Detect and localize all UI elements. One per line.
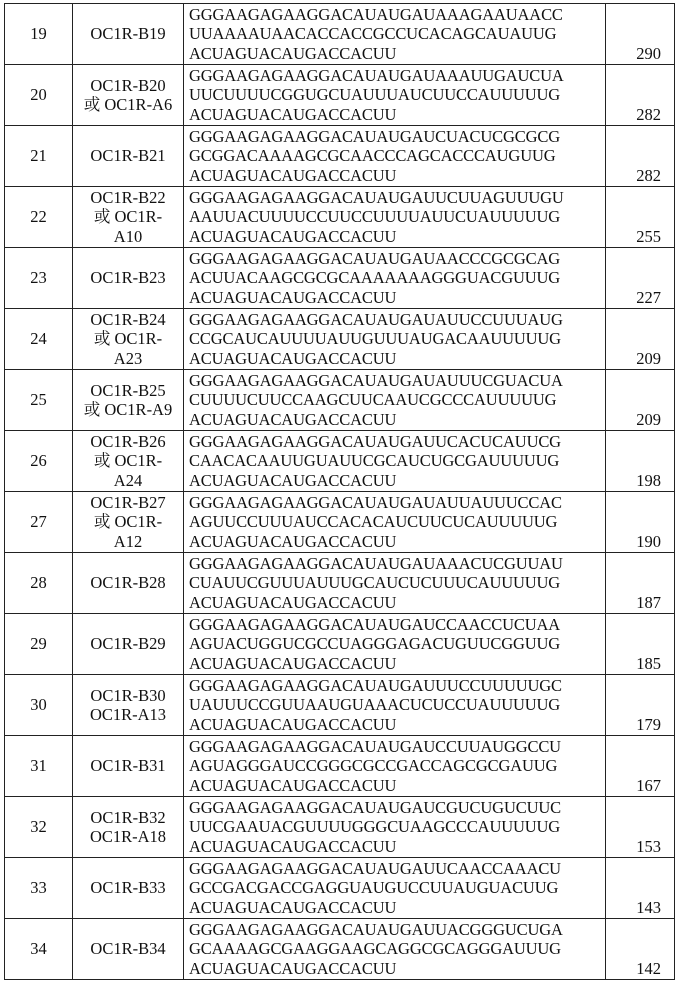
aptamer-name-line: OC1R-B19 <box>90 24 166 44</box>
aptamer-name-line: 或 OC1R- <box>93 207 163 227</box>
sequence-value <box>606 370 675 431</box>
rna-sequence <box>184 614 606 675</box>
rna-sequence <box>184 431 606 492</box>
sequence-line: GGGAAGAGAAGGACAUAUGAUAUUAUUUCCAC <box>189 492 562 512</box>
sequence-value-text: 190 <box>636 531 661 551</box>
sequence-line: AGUUCCUUUAUCCACACAUCUUCUCAUUUUUG <box>189 512 558 532</box>
rna-sequence <box>184 126 606 187</box>
sequence-line: GGGAAGAGAAGGACAUAUGAUCCAACCUCUAA <box>189 614 561 634</box>
sequence-value-text: 209 <box>636 409 661 429</box>
sequence-line: ACUAGUACAUGACCACUU <box>189 348 397 368</box>
sequence-line: GGGAAGAGAAGGACAUAUGAUCCUUAUGGCCU <box>189 736 561 756</box>
sequence-line: GGGAAGAGAAGGACAUAUGAUCUACUCGCGCG <box>189 126 561 146</box>
sequence-line: ACUAGUACAUGACCACUU <box>189 836 397 856</box>
sequence-value <box>606 736 675 797</box>
sequence-value-text: 282 <box>636 165 661 185</box>
row-number-text: 20 <box>30 85 47 105</box>
row-number-text: 26 <box>30 451 47 471</box>
sequence-value-text: 143 <box>636 897 661 917</box>
rna-sequence <box>184 248 606 309</box>
row-number <box>5 187 73 248</box>
row-number-text: 31 <box>30 756 47 776</box>
aptamer-name <box>73 553 184 614</box>
table-row <box>5 431 675 492</box>
aptamer-name <box>73 126 184 187</box>
sequence-line: CAACACAAUUGUAUUCGCAUCUGCGAUUUUUG <box>189 451 560 471</box>
sequence-line: GCAAAAGCGAAGGAAGCAGGCGCAGGGAUUUG <box>189 939 561 959</box>
sequence-line: ACUAGUACAUGACCACUU <box>189 531 397 551</box>
sequence-line: GGGAAGAGAAGGACAUAUGAUUCACUCAUUCG <box>189 431 561 451</box>
sequence-value <box>606 65 675 126</box>
sequence-line: ACUAGUACAUGACCACUU <box>189 226 397 246</box>
sequence-value <box>606 858 675 919</box>
sequence-line: ACUAGUACAUGACCACUU <box>189 958 397 978</box>
aptamer-name <box>73 431 184 492</box>
table-row <box>5 187 675 248</box>
row-number <box>5 431 73 492</box>
table-row <box>5 65 675 126</box>
aptamer-name-line: 或 OC1R- <box>93 329 163 349</box>
sequence-value-text: 290 <box>636 43 661 63</box>
rna-sequence <box>184 797 606 858</box>
sequence-line: ACUAGUACAUGACCACUU <box>189 43 397 63</box>
sequence-value <box>606 614 675 675</box>
aptamer-name-line: 或 OC1R- <box>93 512 163 532</box>
row-number <box>5 797 73 858</box>
sequence-line: GGGAAGAGAAGGACAUAUGAUUCAACCAAACU <box>189 858 561 878</box>
sequence-line: GGGAAGAGAAGGACAUAUGAUUCUUAGUUUGU <box>189 187 564 207</box>
table-row <box>5 126 675 187</box>
sequence-value-text: 255 <box>636 226 661 246</box>
sequence-value <box>606 187 675 248</box>
aptamer-name <box>73 797 184 858</box>
sequence-value <box>606 309 675 370</box>
sequence-value <box>606 492 675 553</box>
row-number <box>5 736 73 797</box>
table-row <box>5 248 675 309</box>
table-row <box>5 370 675 431</box>
aptamer-name <box>73 4 184 65</box>
sequence-line: ACUAGUACAUGACCACUU <box>189 287 397 307</box>
aptamer-name-line: A23 <box>113 348 143 368</box>
sequence-line: GGGAAGAGAAGGACAUAUGAUUACGGGUCUGA <box>189 919 563 939</box>
sequence-line: AGUAGGGAUCCGGGCGCCGACCAGCGCGAUUG <box>189 756 558 776</box>
aptamer-name-line: OC1R-A18 <box>89 827 167 846</box>
row-number-text: 32 <box>30 817 47 837</box>
sequence-line: ACUAGUACAUGACCACUU <box>189 775 397 795</box>
rna-sequence <box>184 553 606 614</box>
aptamer-name <box>73 675 184 736</box>
sequence-value-text: 187 <box>636 592 661 612</box>
aptamer-name-line: OC1R-B23 <box>90 268 166 288</box>
sequence-line: GCGGACAAAAGCGCAACCCAGCACCCAUGUUG <box>189 146 556 166</box>
sequence-line: ACUAGUACAUGACCACUU <box>189 409 397 429</box>
aptamer-name-line: 或 OC1R-A9 <box>83 400 173 419</box>
sequence-value <box>606 797 675 858</box>
sequence-line: UAUUUCCGUUAAUGUAAACUCUCCUAUUUUUG <box>189 695 561 715</box>
sequence-value-text: 185 <box>636 653 661 673</box>
aptamer-name-line: OC1R-B25 <box>90 380 166 400</box>
table-row <box>5 797 675 858</box>
sequence-line: CUAUUCGUUUAUUUGCAUCUCUUUCAUUUUUG <box>189 573 561 593</box>
row-number-text: 25 <box>30 390 47 410</box>
sequence-line: ACUAGUACAUGACCACUU <box>189 104 397 124</box>
row-number-text: 30 <box>30 695 47 715</box>
rna-sequence <box>184 370 606 431</box>
row-number <box>5 492 73 553</box>
sequence-line: GCCGACGACCGAGGUAUGUCCUUAUGUACUUG <box>189 878 559 898</box>
sequence-line: ACUAGUACAUGACCACUU <box>189 470 397 490</box>
aptamer-name-line: OC1R-B33 <box>90 878 166 898</box>
sequence-line: ACUAGUACAUGACCACUU <box>189 592 397 612</box>
aptamer-name-line: A10 <box>113 226 143 246</box>
sequence-value-text: 227 <box>636 287 661 307</box>
aptamer-name <box>73 919 184 980</box>
row-number <box>5 553 73 614</box>
table-row <box>5 736 675 797</box>
sequence-line: UUCGAAUACGUUUUGGGCUAAGCCCAUUUUUG <box>189 817 561 837</box>
aptamer-name-line: OC1R-B22 <box>90 187 166 207</box>
aptamer-name <box>73 309 184 370</box>
aptamer-name-line: A12 <box>113 531 143 551</box>
rna-sequence <box>184 187 606 248</box>
aptamer-name-line: OC1R-B28 <box>90 573 166 593</box>
rna-sequence <box>184 65 606 126</box>
aptamer-name-line: OC1R-B20 <box>90 75 166 95</box>
sequence-value <box>606 675 675 736</box>
table-row <box>5 614 675 675</box>
row-number-text: 33 <box>30 878 47 898</box>
table-row <box>5 309 675 370</box>
row-number-text: 29 <box>30 634 47 654</box>
sequence-line: GGGAAGAGAAGGACAUAUGAUAACCCGCGCAG <box>189 248 561 268</box>
row-number-text: 21 <box>30 146 47 166</box>
aptamer-name-line: OC1R-B21 <box>90 146 166 166</box>
sequence-value <box>606 248 675 309</box>
row-number <box>5 919 73 980</box>
row-number <box>5 248 73 309</box>
sequence-line: GGGAAGAGAAGGACAUAUGAUAUUUCGUACUA <box>189 370 563 390</box>
rna-sequence <box>184 919 606 980</box>
sequence-line: GGGAAGAGAAGGACAUAUGAUAAAGAAUAACC <box>189 4 563 24</box>
rna-sequence <box>184 736 606 797</box>
sequence-line: CCGCAUCAUUUUAUUGUUUAUGACAAUUUUUG <box>189 329 561 349</box>
row-number-text: 34 <box>30 939 47 959</box>
aptamer-name <box>73 65 184 126</box>
aptamer-name <box>73 858 184 919</box>
sequence-line: GGGAAGAGAAGGACAUAUGAUAUUCCUUUAUG <box>189 309 563 329</box>
sequence-line: UUCUUUUCGGUGCUAUUUAUCUUCCAUUUUUG <box>189 85 561 105</box>
aptamer-name-line: OC1R-B29 <box>90 634 166 654</box>
sequence-value-text: 153 <box>636 836 661 856</box>
row-number <box>5 858 73 919</box>
sequence-value <box>606 4 675 65</box>
table-row <box>5 4 675 65</box>
aptamer-name-line: OC1R-B34 <box>90 939 166 959</box>
sequence-value-text: 198 <box>636 470 661 490</box>
sequence-value-text: 209 <box>636 348 661 368</box>
row-number <box>5 309 73 370</box>
sequence-value-text: 179 <box>636 714 661 734</box>
aptamer-name <box>73 614 184 675</box>
sequence-value <box>606 126 675 187</box>
sequence-line: ACUAGUACAUGACCACUU <box>189 714 397 734</box>
table-row <box>5 492 675 553</box>
sequence-line: UUAAAAUAACACCACCGCCUCACAGCAUAUUG <box>189 24 557 44</box>
row-number <box>5 614 73 675</box>
row-number-text: 28 <box>30 573 47 593</box>
aptamer-name-line: OC1R-B24 <box>90 309 166 329</box>
sequence-value <box>606 553 675 614</box>
sequence-table-body <box>5 4 675 980</box>
aptamer-name-line: 或 OC1R- <box>93 451 163 471</box>
aptamer-name-line: OC1R-A13 <box>89 705 167 724</box>
rna-sequence <box>184 858 606 919</box>
sequence-line: AGUACUGGUCGCCUAGGGAGACUGUUCGGUUG <box>189 634 561 654</box>
sequence-line: ACUAGUACAUGACCACUU <box>189 897 397 917</box>
rna-sequence <box>184 309 606 370</box>
aptamer-name-line: 或 OC1R-A6 <box>83 95 173 114</box>
aptamer-name-line: OC1R-B27 <box>90 492 166 512</box>
rna-sequence <box>184 4 606 65</box>
row-number-text: 22 <box>30 207 47 227</box>
row-number-text: 27 <box>30 512 47 532</box>
aptamer-name <box>73 370 184 431</box>
sequence-line: GGGAAGAGAAGGACAUAUGAUAAACUCGUUAU <box>189 553 563 573</box>
sequence-value-text: 282 <box>636 104 661 124</box>
row-number <box>5 370 73 431</box>
sequence-line: GGGAAGAGAAGGACAUAUGAUCGUCUGUCUUC <box>189 797 561 817</box>
sequence-value <box>606 919 675 980</box>
sequence-value <box>606 431 675 492</box>
aptamer-name <box>73 248 184 309</box>
row-number <box>5 4 73 65</box>
row-number-text: 24 <box>30 329 47 349</box>
sequence-line: GGGAAGAGAAGGACAUAUGAUUUCCUUUUUGC <box>189 675 562 695</box>
row-number <box>5 65 73 126</box>
sequence-line: AAUUACUUUUCCUUCCUUUUAUUCUAUUUUUG <box>189 207 561 227</box>
aptamer-name-line: A24 <box>113 470 143 490</box>
row-number <box>5 126 73 187</box>
sequence-table <box>4 3 675 980</box>
aptamer-name <box>73 492 184 553</box>
sequence-line: GGGAAGAGAAGGACAUAUGAUAAAUUGAUCUA <box>189 65 564 85</box>
table-row <box>5 553 675 614</box>
rna-sequence <box>184 675 606 736</box>
row-number-text: 23 <box>30 268 47 288</box>
aptamer-name-line: OC1R-B31 <box>90 756 166 776</box>
aptamer-name <box>73 187 184 248</box>
sequence-line: ACUUACAAGCGCGCAAAAAAAGGGUACGUUUG <box>189 268 561 288</box>
aptamer-name-line: OC1R-B32 <box>90 807 166 827</box>
table-row <box>5 858 675 919</box>
row-number <box>5 675 73 736</box>
table-row <box>5 675 675 736</box>
aptamer-name-line: OC1R-B26 <box>90 431 166 451</box>
row-number-text: 19 <box>30 24 47 44</box>
sequence-value-text: 167 <box>636 775 661 795</box>
sequence-value-text: 142 <box>636 958 661 978</box>
sequence-line: ACUAGUACAUGACCACUU <box>189 653 397 673</box>
sequence-line: CUUUUCUUCCAAGCUUCAAUCGCCCAUUUUUG <box>189 390 557 410</box>
rna-sequence <box>184 492 606 553</box>
aptamer-name-line: OC1R-B30 <box>90 685 166 705</box>
sequence-line: ACUAGUACAUGACCACUU <box>189 165 397 185</box>
table-row <box>5 919 675 980</box>
aptamer-name <box>73 736 184 797</box>
